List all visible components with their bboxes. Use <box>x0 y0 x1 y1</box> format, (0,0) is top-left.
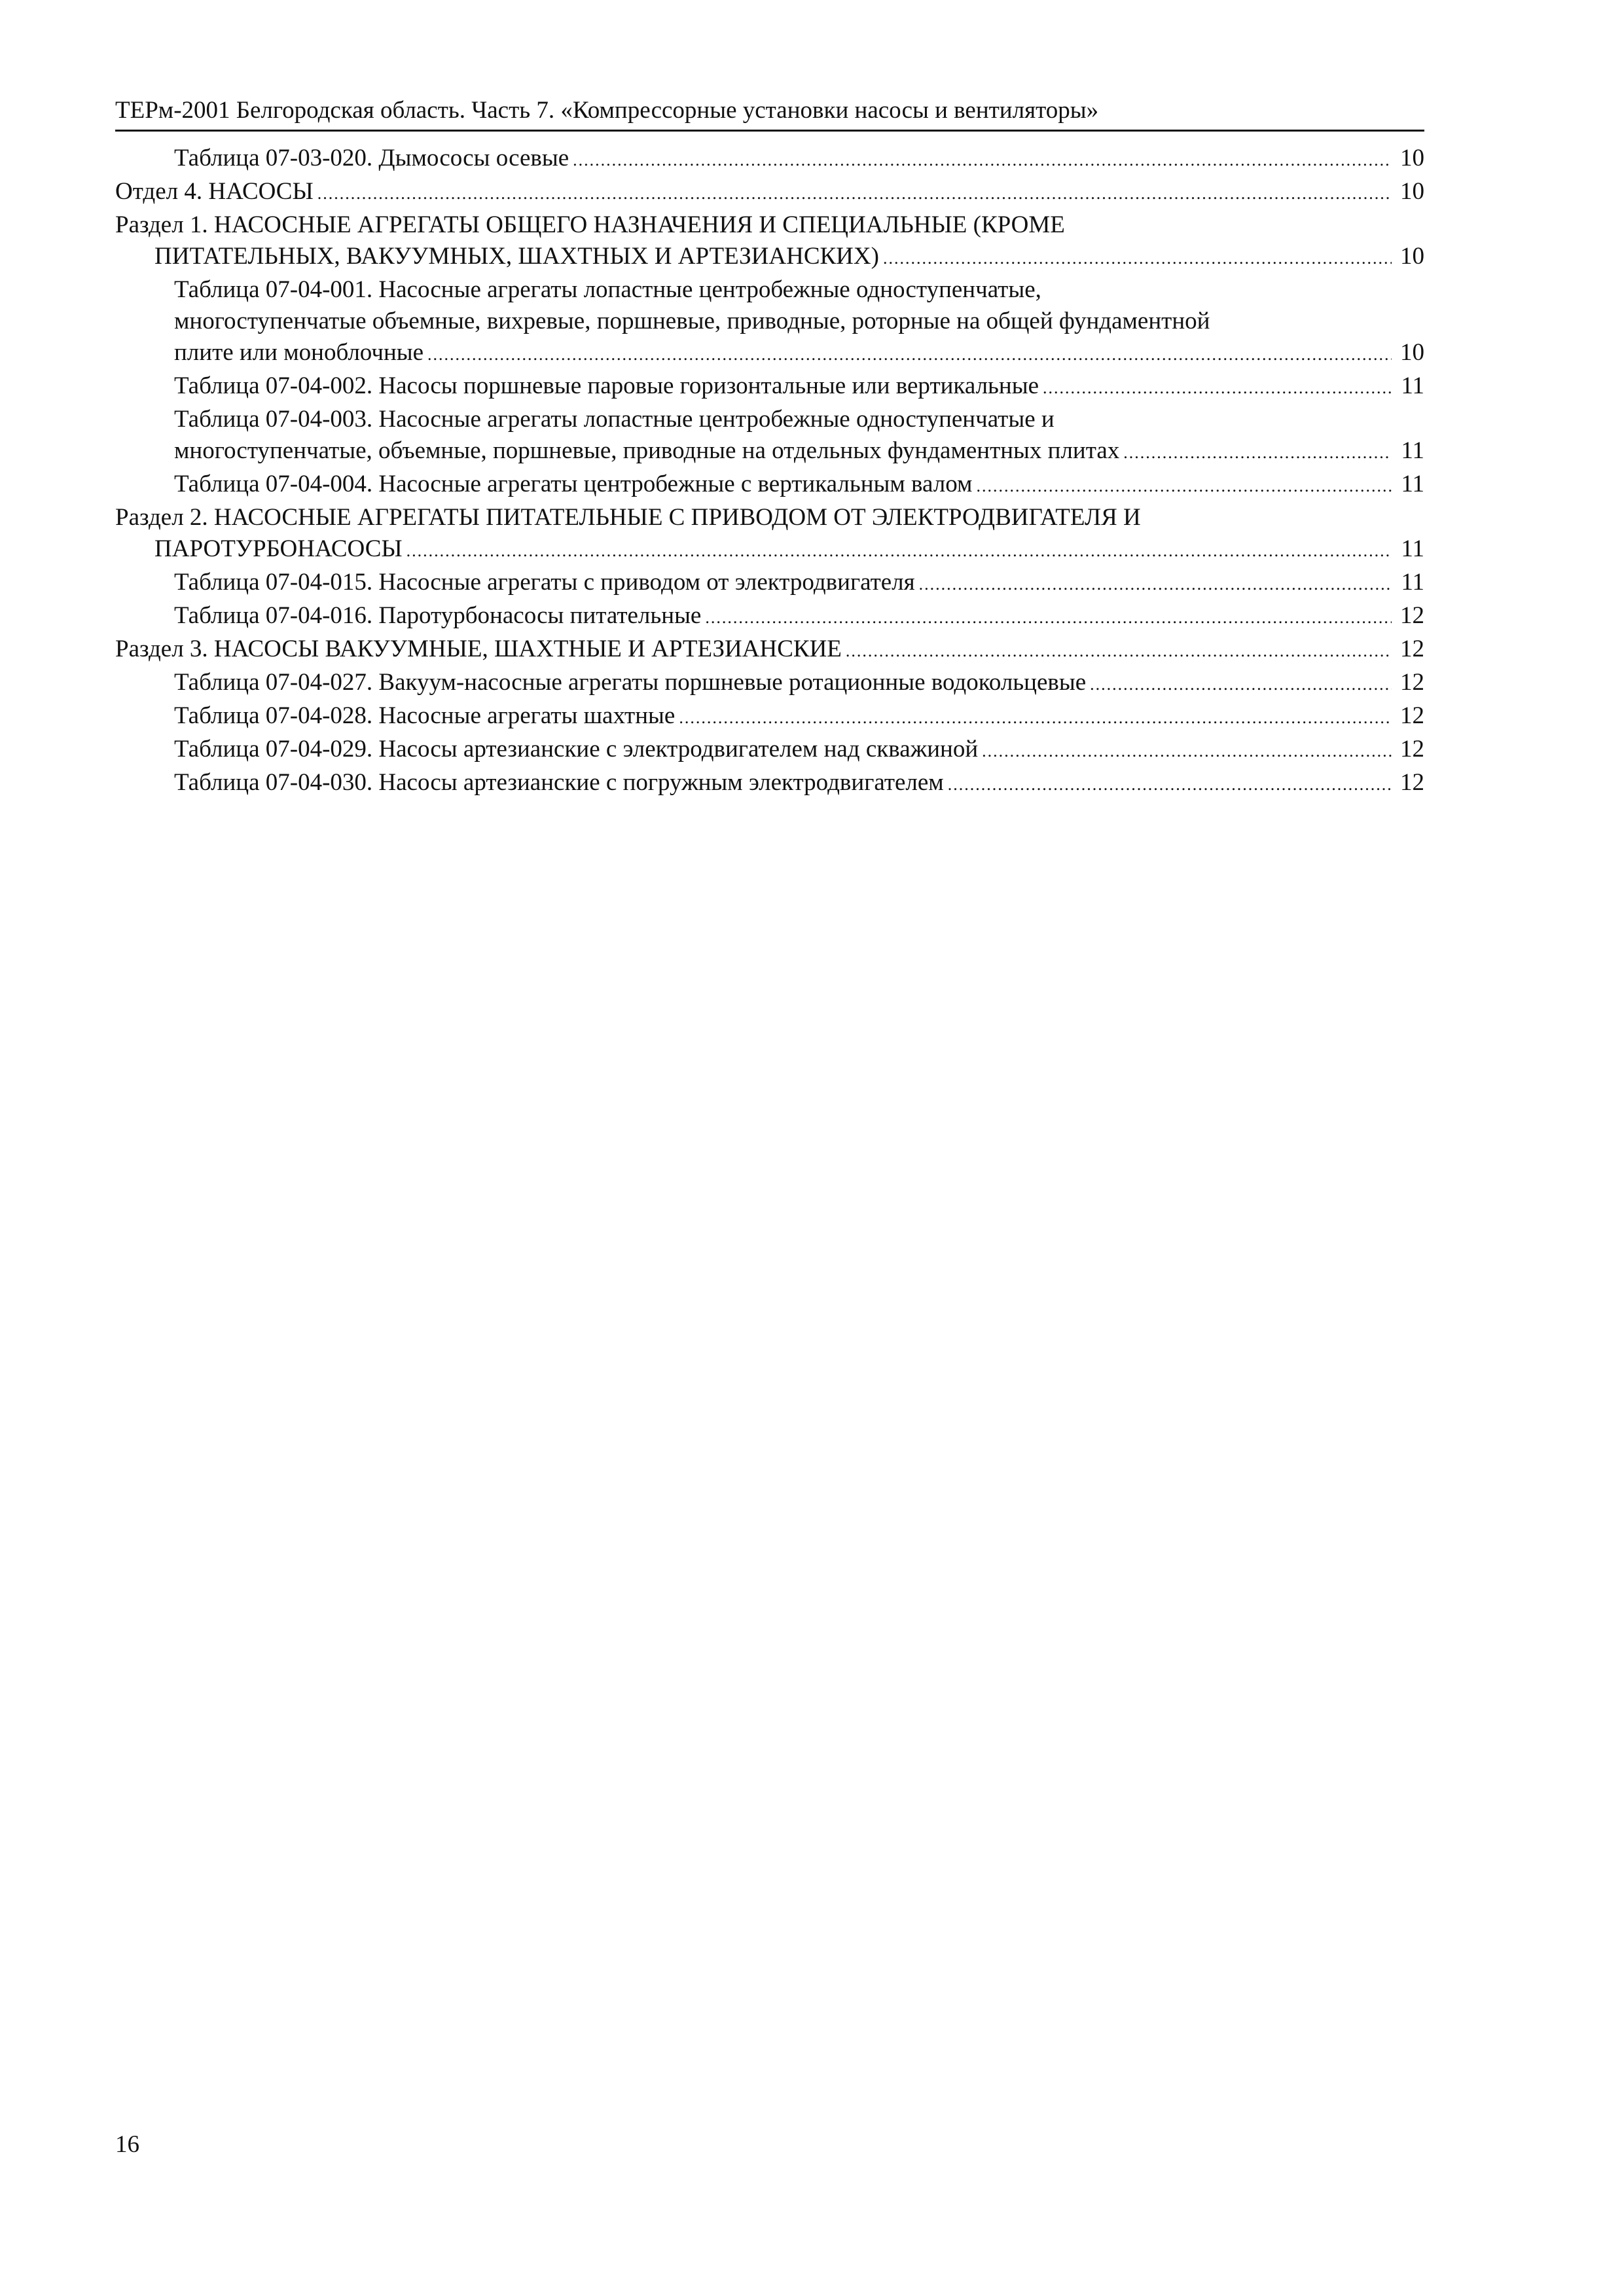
dot-leader <box>679 702 1392 734</box>
toc-entry-title: Таблица 07-03-020. Дымососы осевые <box>174 145 569 171</box>
dot-leader <box>1123 437 1392 469</box>
toc-entry-title: плите или моноблочные <box>174 339 424 366</box>
dot-leader <box>846 636 1392 667</box>
dot-leader <box>406 535 1392 567</box>
toc-entry-last-line <box>174 567 1424 600</box>
header-rule <box>115 130 1424 132</box>
toc-entry-line: многоступенчатые объемные, вихревые, поршневые, приводные, роторные на общей фундаментной <box>174 308 1210 334</box>
toc-entry-title: Таблица 07-04-002. Насосы поршневые паровые горизонтальные или вертикальные <box>174 372 1039 399</box>
page-header: ТЕРм-2001 Белгородская область. Часть 7. «Компрессорные установки насосы и вентиляторы» <box>115 97 1099 124</box>
toc-entry[interactable] <box>115 700 1424 734</box>
toc-page-number: 12 <box>1400 669 1424 696</box>
toc-entry-last-line <box>174 143 1424 176</box>
toc-page-number: 12 <box>1400 602 1424 629</box>
dot-leader <box>1090 669 1392 700</box>
toc-entry-title: многоступенчатые, объемные, поршневые, приводные на отдельных фундаментных плитах <box>174 437 1120 464</box>
toc-entry[interactable] <box>115 176 1424 209</box>
toc-entry-title: ПАРОТУРБОНАСОСЫ <box>154 535 403 562</box>
toc-entry-last-line <box>174 337 1424 370</box>
toc-entry-last-line <box>115 241 1424 274</box>
toc-entry-line: Таблица 07-04-003. Насосные агрегаты лопастные центробежные одноступенчатые и <box>174 406 1055 433</box>
toc-page-number: 11 <box>1401 372 1424 399</box>
toc-entry-title: Таблица 07-04-015. Насосные агрегаты с приводом от электродвигателя <box>174 569 915 596</box>
dot-leader <box>982 736 1392 767</box>
toc-entry-title: Таблица 07-04-027. Вакуум-насосные агрегаты поршневые ротационные водокольцевые <box>174 669 1087 696</box>
toc-entry-last-line <box>174 435 1424 469</box>
toc-page-number: 11 <box>1401 535 1424 562</box>
toc-entry[interactable] <box>115 767 1424 800</box>
toc-page-number: 10 <box>1400 145 1424 171</box>
toc-entry-last-line <box>115 634 1424 667</box>
toc-entry[interactable] <box>115 404 1424 469</box>
toc-page-number: 11 <box>1401 471 1424 497</box>
toc-entry-title: Таблица 07-04-004. Насосные агрегаты центробежные с вертикальным валом <box>174 471 973 497</box>
toc-entry-last-line <box>174 767 1424 800</box>
toc-entry[interactable] <box>115 209 1424 274</box>
dot-leader <box>976 471 1392 502</box>
dot-leader <box>573 145 1392 176</box>
dot-leader <box>317 178 1392 209</box>
toc-entry-last-line <box>115 176 1424 209</box>
toc-entry-title: Таблица 07-04-029. Насосы артезианские с электродвигателем над скважиной <box>174 736 979 762</box>
toc-page-number: 10 <box>1400 178 1424 205</box>
toc-entry[interactable] <box>115 634 1424 667</box>
dot-leader <box>427 339 1392 370</box>
toc-entry-last-line <box>174 700 1424 734</box>
toc-entry-last-line <box>174 370 1424 404</box>
toc-entry-line: Таблица 07-04-001. Насосные агрегаты лопастные центробежные одноступенчатые, <box>174 276 1041 303</box>
toc-entry-last-line <box>174 600 1424 634</box>
toc-page-number: 12 <box>1400 636 1424 662</box>
toc-entry-last-line <box>174 469 1424 502</box>
dot-leader <box>705 602 1392 634</box>
toc-entry[interactable] <box>115 274 1424 370</box>
toc-entry-title: ПИТАТЕЛЬНЫХ, ВАКУУМНЫХ, ШАХТНЫХ И АРТЕЗИАНСКИХ) <box>154 243 879 270</box>
toc-page-number: 12 <box>1400 769 1424 796</box>
page-number: 16 <box>115 2131 139 2158</box>
toc-entry-title: Раздел 3. НАСОСЫ ВАКУУМНЫЕ, ШАХТНЫЕ И АРТЕЗИАНСКИЕ <box>115 636 842 662</box>
toc-entry[interactable] <box>115 143 1424 176</box>
toc-entry-line: Раздел 1. НАСОСНЫЕ АГРЕГАТЫ ОБЩЕГО НАЗНАЧЕНИЯ И СПЕЦИАЛЬНЫЕ (КРОМЕ <box>115 211 1065 238</box>
toc-entry-title: Таблица 07-04-016. Паротурбонасосы питательные <box>174 602 702 629</box>
dot-leader <box>1043 372 1392 404</box>
toc-page-number: 11 <box>1401 569 1424 596</box>
toc-entry[interactable] <box>115 667 1424 700</box>
toc-entry[interactable] <box>115 600 1424 634</box>
toc-page-number: 10 <box>1400 243 1424 270</box>
toc-entry-title: Отдел 4. НАСОСЫ <box>115 178 314 205</box>
toc-page-number: 12 <box>1400 736 1424 762</box>
toc-entry-title: Таблица 07-04-028. Насосные агрегаты шахтные <box>174 702 676 729</box>
toc-entry-last-line <box>115 533 1424 567</box>
toc-entry[interactable] <box>115 370 1424 404</box>
toc-entry[interactable] <box>115 502 1424 567</box>
toc-entry[interactable] <box>115 469 1424 502</box>
toc-entry-last-line <box>174 667 1424 700</box>
toc-page-number: 10 <box>1400 339 1424 366</box>
toc-entry-line: Раздел 2. НАСОСНЫЕ АГРЕГАТЫ ПИТАТЕЛЬНЫЕ С ПРИВОДОМ ОТ ЭЛЕКТРОДВИГАТЕЛЯ И <box>115 504 1141 531</box>
toc-entry[interactable] <box>115 567 1424 600</box>
toc-entry-last-line <box>174 734 1424 767</box>
dot-leader <box>948 769 1392 800</box>
toc-entry[interactable] <box>115 734 1424 767</box>
dot-leader <box>919 569 1392 600</box>
dot-leader <box>883 243 1392 274</box>
toc-page-number: 12 <box>1400 702 1424 729</box>
toc-entry-title: Таблица 07-04-030. Насосы артезианские с погружным электродвигателем <box>174 769 944 796</box>
toc-page-number: 11 <box>1401 437 1424 464</box>
table-of-contents <box>115 143 1424 800</box>
